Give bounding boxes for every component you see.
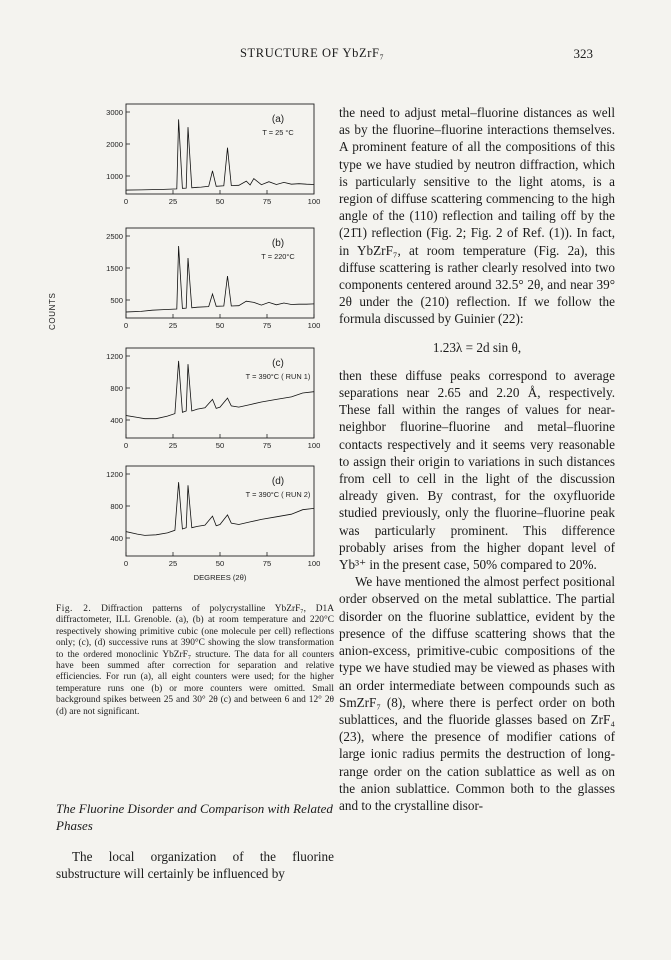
x-tick-label: 100	[307, 321, 321, 330]
x-tick-label: 0	[123, 441, 129, 450]
panel-label: (b)	[271, 238, 285, 249]
paragraph-2: then these diffuse peaks correspond to average separations near 2.65 and 2.20 Å, respectively. These fall within the ranges of values for near-neighbor fluorine–fluorine and metal–fluorine contacts respectively and it seems very reasonable to assign their origin to variations in such distances from cell to cell in the light of the discussion already given. By contrast, for the oxyfluoride studied previously, only the fluorine–fluorine peak was particularly prominent. This difference probably arises from the higher dopant level of Yb³⁺ in the present case, 50% compared to 20%.	[339, 367, 615, 573]
guinier-formula: 1.23λ = 2d sin θ,	[432, 339, 522, 355]
caption-text: Diffraction patterns of polycrystalline YbZrF₇, D1A diffractometer, ILL Grenoble. (a), (b) at room temperature and 220°C respectively showing primitive cubic (one molecule per cell) reflections only; (c), (d) successive runs at 390°C showing the slow transformation to the ordered monoclinic YbZrF₇ structure. The data for all counters have been summed after correction for separation and relative efficiencies. For run (a), all eight counters were used; for the higher temperature runs one (b) or more counters were omitted. Small background spikes between 25 and 30° 2θ (c) and between 6 and 12° 2θ (d) are not significant.	[56, 604, 334, 717]
running-title: STRUCTURE OF YbZrF₇	[240, 46, 385, 60]
panel-frame	[126, 104, 314, 194]
x-tick-label: 0	[123, 321, 129, 330]
x-tick-label: 25	[168, 559, 178, 568]
x-axis-label: DEGREES (2θ)	[193, 573, 247, 582]
y-tick-label: 3000	[106, 108, 123, 117]
y-tick-label: 800	[110, 384, 123, 393]
y-tick-label: 1000	[106, 172, 123, 181]
panel-frame	[126, 228, 314, 318]
paragraph-1: the need to adjust metal–fluorine distances as well as by the fluorine–fluorine interactions themselves. A prominent feature of all the compositions of this type we have studied by neutron diffraction, which is particularly sensitive to the light atoms, is a region of diffuse scattering commencing to the high angle of the (110) reflection and tailing off by the (21̄1) reflection (Fig. 2; Fig. 2 of Ref. (1)). In fact, in YbZrF₇, at room temperature (Fig. 2a), this diffuse scattering is rather clearly resolved into two components centered around 32.5° 2θ, and near 39° 2θ under the (210) reflection. If we follow the formula discussed by Guinier (22):	[339, 105, 615, 327]
diffraction-plots	[82, 100, 332, 590]
y-tick-label: 1500	[106, 264, 123, 273]
panel-frame	[126, 466, 314, 556]
x-tick-label: 100	[307, 197, 321, 206]
panel-condition: T = 390°C ( RUN 2)	[245, 490, 311, 499]
panel-label: (d)	[271, 476, 285, 487]
page-number: 323	[573, 46, 593, 61]
x-tick-label: 75	[262, 441, 272, 450]
x-tick-label: 25	[168, 197, 178, 206]
y-tick-label: 2500	[106, 232, 123, 241]
x-tick-label: 50	[215, 321, 225, 330]
y-tick-label: 800	[110, 502, 123, 511]
panel-condition: T = 25 °C	[262, 128, 294, 137]
x-tick-label: 50	[215, 197, 225, 206]
figure-caption	[56, 604, 334, 718]
panel-condition: T = 390°C ( RUN 1)	[245, 372, 311, 381]
y-tick-label: 1200	[106, 470, 123, 479]
x-tick-label: 100	[307, 441, 321, 450]
x-tick-label: 25	[168, 441, 178, 450]
paragraph-3: We have mentioned the almost perfect positional order observed on the metal sublattice. The partial disorder on the fluorine sublattice, evident by the presence of the diffuse scattering shows that the anion-excess, primitive-cubic compositions of the type we have studied may be viewed as phases with an order intermediate between compounds such as SmZrF₇ (8), where there is perfect order on both sublattices, and the fluoride glasses based on ZrF₄ (23), where the presence of modifier cations of large ionic radius permits the destruction of long-range order on the cation sublattice as well as on the anion sublattice. Common both to the glasses and to the crystalline disor-	[339, 574, 615, 813]
x-tick-label: 0	[123, 197, 129, 206]
running-header	[0, 46, 671, 66]
y-axis-label: COUNTS	[48, 292, 57, 330]
y-tick-label: 2000	[106, 140, 123, 149]
y-tick-label: 400	[110, 416, 123, 425]
x-tick-label: 0	[123, 559, 129, 568]
x-tick-label: 50	[215, 559, 225, 568]
panel-label: (a)	[271, 114, 285, 125]
section-heading: The Fluorine Disorder and Comparison with Related Phases	[56, 801, 333, 833]
y-tick-label: 500	[110, 296, 123, 305]
y-tick-label: 400	[110, 534, 123, 543]
panel-frame	[126, 348, 314, 438]
x-tick-label: 75	[262, 197, 272, 206]
diffraction-trace	[126, 361, 314, 419]
x-tick-label: 100	[307, 559, 321, 568]
x-tick-label: 25	[168, 321, 178, 330]
x-tick-label: 75	[262, 559, 272, 568]
right-column-body	[339, 104, 615, 814]
x-tick-label: 50	[215, 441, 225, 450]
y-tick-label: 1200	[106, 352, 123, 361]
left-paragraph: The local organization of the fluorine substructure will certainly be influenced by	[56, 849, 334, 882]
figure-2	[82, 100, 332, 590]
caption-label: Fig. 2.	[56, 604, 92, 614]
panel-condition: T = 220°C	[261, 252, 295, 261]
panel-label: (c)	[272, 358, 284, 369]
x-tick-label: 75	[262, 321, 272, 330]
left-column-body	[56, 848, 334, 882]
